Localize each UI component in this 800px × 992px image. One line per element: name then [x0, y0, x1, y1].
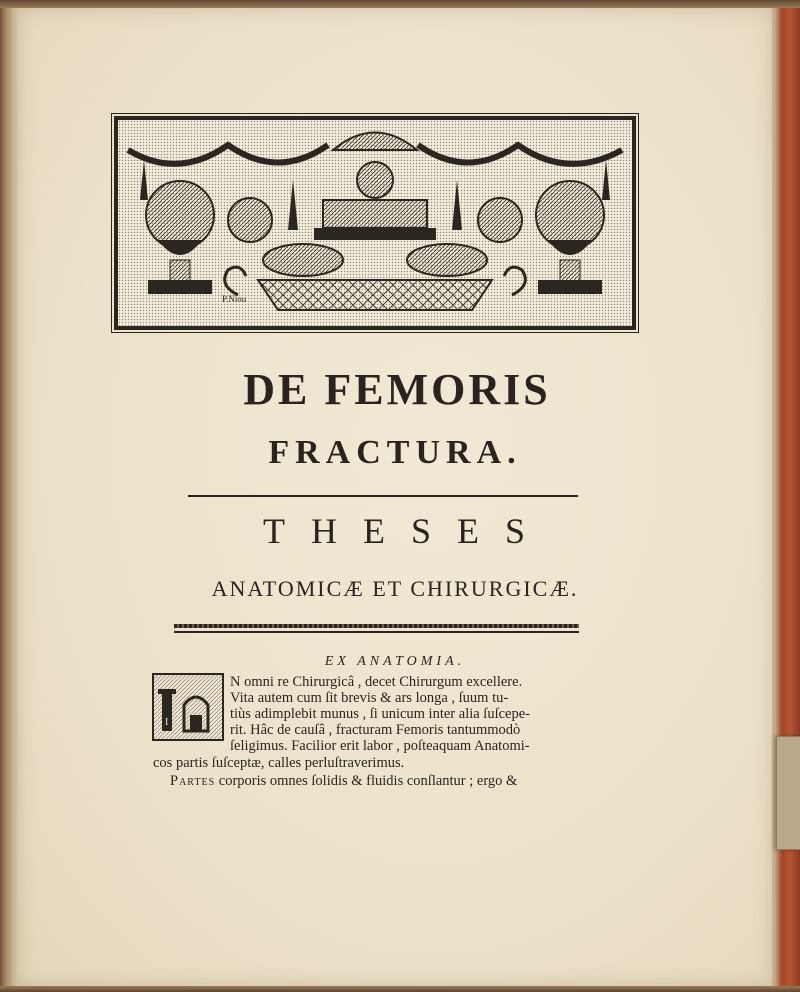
- body-line-6: cos partis ſuſceptæ, calles perluſtraverimus.: [153, 755, 405, 771]
- drop-initial-engraving: [154, 675, 222, 739]
- title-rule: [188, 495, 578, 497]
- book-top-edge: [0, 0, 800, 8]
- body-line-7-lead: Partes: [170, 773, 216, 789]
- book-bottom-edge: [0, 986, 800, 992]
- body-line-7: [170, 773, 517, 789]
- title-line-2: FRACTURA.: [268, 434, 522, 471]
- page-marker-tab: [776, 736, 800, 850]
- drop-initial-letter: I: [165, 717, 169, 728]
- title-line-1: DE FEMORIS: [243, 365, 551, 414]
- drop-initial: [152, 673, 224, 741]
- ornamental-headpiece: [114, 116, 636, 330]
- body-line-1: N omni re Chirurgicâ , decet Chirurgum excellere.: [230, 674, 523, 690]
- body-line-7-rest: corporis omnes ſolidis & fluidis conſlantur ; ergo &: [218, 773, 518, 789]
- title-line-4: ANATOMICÆ ET CHIRURGICÆ.: [211, 576, 579, 601]
- body-line-3: tiùs adimplebit munus , ſi unicum inter alia ſuſcepe-: [230, 706, 531, 722]
- page: [18, 8, 772, 986]
- title-line-3: THESES: [262, 511, 551, 551]
- engraver-signature: P.Niou: [222, 294, 247, 304]
- body-line-2: Vita autem cum ſit brevis & ars longa , ſuum tu-: [230, 690, 509, 706]
- headpiece-engraving: [118, 120, 632, 326]
- double-rule: [174, 624, 579, 634]
- body-line-5: ſeligimus. Facilior erit labor , poſteaquam Anatomi-: [230, 738, 530, 754]
- section-heading: EX ANATOMIA.: [324, 654, 466, 669]
- body-line-4: rit. Hâc de cauſâ , fracturam Femoris tantummodò: [230, 722, 521, 738]
